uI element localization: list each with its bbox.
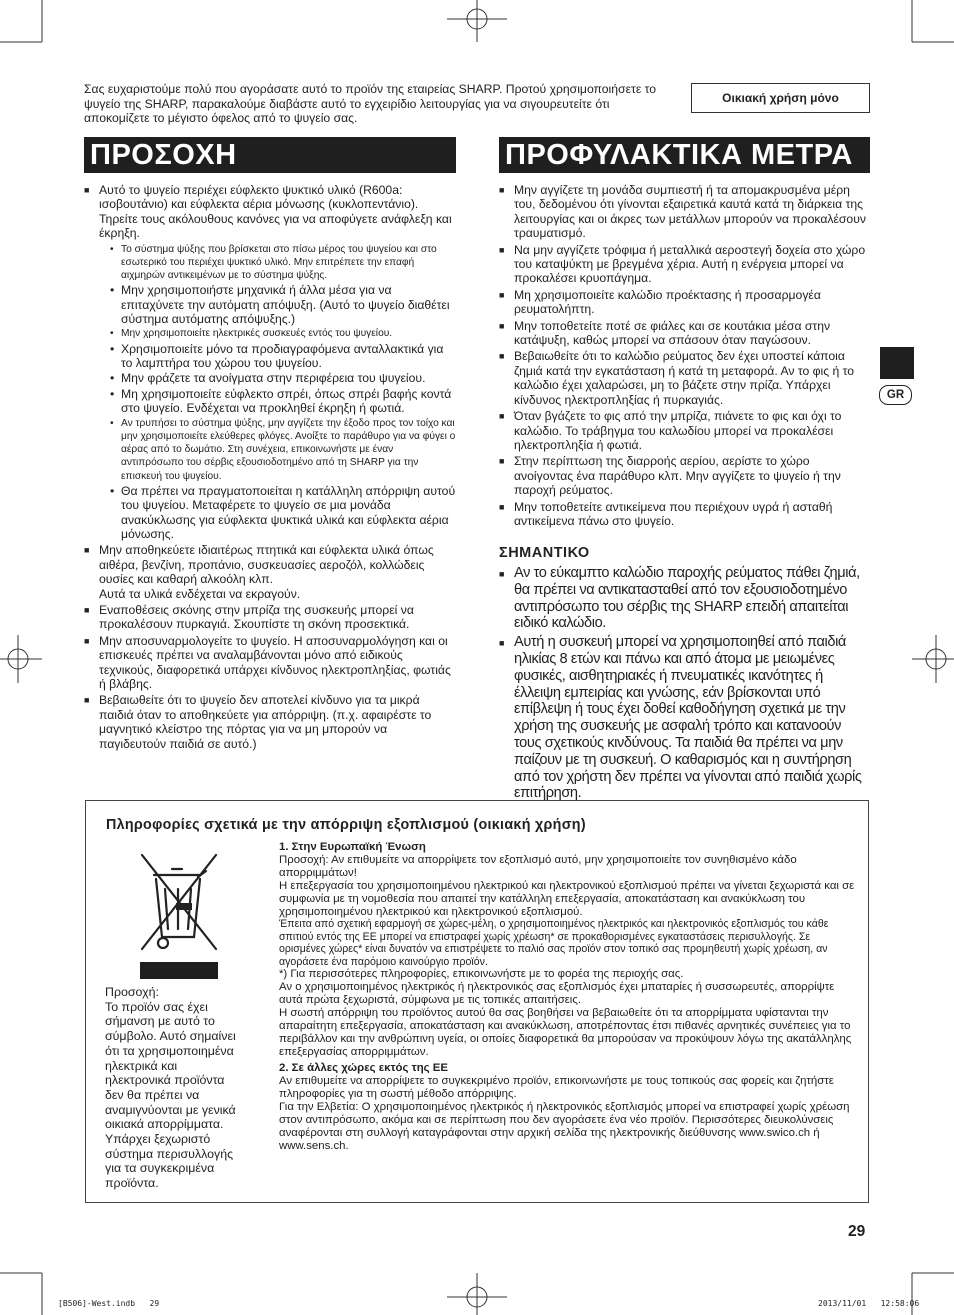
eu-paragraph: Προσοχή: Αν επιθυμείτε να απορρίψετε τον εξοπλισμό αυτό, μην χρησιμοποιείτε τον συνηθισμένο κάδο απορριμμάτων! (279, 853, 797, 879)
important-item: ■ Αν το εύκαμπτο καλώδιο παροχής ρεύματος πάθει ζημιά, θα πρέπει να αντικατασταθεί από τον εξουσιοδοτημένο αντιπρόσωπο του σέρβις της SHARP επειδή απαιτείται ειδικό καλώδιο. (499, 565, 871, 632)
precaution-item: ■ Όταν βγάζετε το φις από την μπρίζα, πιάνετε το φις και όχι το καλώδιο. Το τράβηγμα του καλωδίου μπορεί να προκαλέσει ηλεκτροπληξία ή φωτιά. (499, 409, 870, 452)
caution-subitem: • Αν τρυπήσει το σύστημα ψύξης, μην αγγίζετε την έξοδο προς τον τοίχο και μην χρησιμοποιείτε ελεύθερες φλόγες. Ανοίξτε το παράθυρο για να φύγει ο αέρας από το δωμάτιο. Στη συνέχεια, επικοινωνήστε με έναν αντιπρόσωπο του σέρβις εξουσιοδοτημένο από τη SHARP για την επισκευή του ψυγείου. (109, 417, 456, 483)
caution-subitem: • Θα πρέπει να πραγματοποιείται η κατάλληλη απόρριψη αυτού του ψυγείου. Μεταφέρετε το ψυγείο σε μια μονάδα ανακύκλωσης για εύφλεκτα ψυκτικά υλικά και εύφλεκτα αέρια μόνωσης. (109, 484, 456, 542)
caution-subitem: • Μη χρησιμοποιείτε εύφλεκτο σπρέι, όπως σπρέι βαφής κοντά στο ψυγείο. Ενδέχεται να προκληθεί έκρηξη ή φωτιά. (109, 387, 456, 416)
precaution-item: ■ Μην τοποθετείτε ποτέ σε φιάλες και σε κουτάκια μέσα στην κατάψυξη, καθώς μπορεί να σπάσουν όταν παγώσουν. (499, 319, 870, 348)
footer-timestamp: 2013/11/01 12:58:06 (818, 1299, 920, 1308)
language-label: GR (879, 385, 912, 405)
precaution-item: ■ Μην αγγίζετε τη μονάδα συμπιεστή ή τα απομακρυσμένα μέρη του, δεδομένου ότι γίνονται εξαιρετικά καυτά κατά τη διάρκεια της λειτουργίας και οι άκρες των μετάλλων μπορούν να προκαλέσουν τραυματισμό. (499, 183, 870, 241)
disposal-note: Προσοχή: Το προϊόν σας έχει σήμανση με αυτό το σύμβολο. Αυτό σημαίνει ότι τα χρησιμοποιημένα ηλεκτρικά και ηλεκτρονικά προϊόντα δεν θα πρέπει να αναμιγνύονται με γενικά οικιακά απορρίμματα. Υπάρχει ξεχωριστό σύστημα περισυλλογής για τα συγκεκριμένα προϊόντα. (105, 985, 236, 1191)
caution-subitem: • Μην χρησιμοποιήστε μηχανικά ή άλλα μέσα για να επιταχύνετε την αυτόματη απόψυξη. (Αυτό το ψυγείο διαθέτει σύστημα αυτόματης απόψυξης.) (109, 283, 456, 326)
precaution-item: ■ Μην τοποθετείτε αντικείμενα που περιέχουν υγρά ή ασταθή αντικείμενα πάνω στο ψυγείο. (499, 500, 870, 529)
eu-paragraph: Έπειτα από σχετική εφαρμογή σε χώρες-μέλη, ο χρησιμοποιημένος ηλεκτρικός και ηλεκτρονικός εξοπλισμός του κάθε σπιτιού εντός της ΕΕ μπορεί να επιστραφεί χωρίς χρέωση* σε προκαθορισμένες εγκαταστάσεις περισυλλογής. Σε ορισμένες χώρες* είναι δυνατόν να επιστρέψετε το παλιό σας προϊόν στον τοπικό σας προμηθευτή χωρίς χρέωση, αν αγοράσετε ένα παρόμοιο καινούργιο προϊόν. (279, 918, 829, 968)
household-use-badge: Οικιακή χρήση μόνο (691, 83, 870, 113)
disposal-info-box (85, 800, 869, 1203)
caution-item: ■ Εναποθέσεις σκόνης στην μπρίζα της συσκευής μπορεί να προκαλέσουν πυρκαγιά. Σκουπίστε τη σκόνη προσεκτικά. (84, 603, 456, 632)
footer-file-info: [B506]-West.indb 29 (58, 1299, 160, 1308)
language-tab-marker (880, 347, 914, 379)
caution-item: ■ Μην αποθηκεύετε ιδιαιτέρως πτητικά και εύφλεκτα υλικά όπως αιθέρα, βενζίνη, προπάνιο, συσκευασίες αεροζόλ, κολλώδεις ουσίες και καθαρή αλκοόλη κλπ. Αυτά τα υλικά ενδέχεται να εκραγούν. (84, 543, 456, 601)
important-heading: ΣΗΜΑΝΤΙΚΟ (499, 545, 590, 561)
important-item: ■ Αυτή η συσκευή μπορεί να χρησιμοποιηθεί από παιδιά ηλικίας 8 ετών και πάνω και από άτομα με μειωμένες φυσικές, αισθητηριακές ή πνευματικές ικανότητες ή έλλειψη εμπειρίας και γνώσης, εάν βρίσκονται υπό επίβλεψη ή τους έχει δοθεί καθοδήγηση σχετικά με την χρήση της συσκευής με ασφαλή τρόπο και κατανοούν τους σχετικούς κινδύνους. Τα παιδιά θα πρέπει να μην παίζουν με τη συσκευή. Ο καθαρισμός και η συντήρηση από τον χρήστη δεν πρέπει να γίνονται από παιδιά χωρίς επιτήρηση. (499, 634, 871, 802)
eu-paragraph: Αν ο χρησιμοποιημένος ηλεκτρικός ή ηλεκτρονικός σας εξοπλισμός έχει μπαταρίες ή συσσωρευτές, απορρίψτε αυτά πρώτα ξεχωριστά, σύμφωνα με τις τοπικές απαιτήσεις. (279, 980, 835, 1006)
caution-title: ΠΡΟΣΟΧΗ (84, 137, 456, 173)
caution-subitem: • Μην φράζετε τα ανοίγματα στην περιφέρεια του ψυγείου. (109, 371, 456, 385)
disposal-title: Πληροφορίες σχετικά με την απόρριψη εξοπλισμού (οικιακή χρήση) (106, 817, 586, 833)
precaution-item: ■ Να μην αγγίζετε τρόφιμα ή μεταλλικά αεροστεγή δοχεία στο χώρο του καταψύκτη με βρεγμένα χέρια. Αυτή η ενέργεια μπορεί να προκαλέσει κρυοπάγημα. (499, 243, 870, 286)
intro-text: Σας ευχαριστούμε πολύ που αγοράσατε αυτό το προϊόν της εταιρείας SHARP. Προτού χρησιμοποιήσετε το ψυγείο της SHARP, παρακαλούμε διαβάστε αυτό το εγχειρίδιο λειτουργίας για να σιγουρευτείτε ότι αποκομίζετε το μέγιστο όφελος από το ψυγείο σας. (84, 82, 657, 125)
other-countries-heading: 2. Σε άλλες χώρες εκτός της ΕΕ (279, 1062, 448, 1075)
disposal-details (279, 841, 857, 1153)
caution-subitem: • Το σύστημα ψύξης που βρίσκεται στο πίσω μέρος του ψυγείου και στο εσωτερικό του περιέχει ψυκτικό υλικό. Μην επιτρέπετε την επαφή αιχμηρών αντικειμένων με το σύστημα ψύξης. (109, 243, 456, 283)
page-number: 29 (848, 1223, 866, 1240)
precautions-column (499, 183, 870, 530)
caution-column (84, 183, 456, 753)
crossed-out-wheelie-bin-icon (136, 849, 222, 979)
precaution-item: ■ Βεβαιωθείτε ότι το καλώδιο ρεύματος δεν έχει υποστεί κάποια ζημιά κατά την εγκατάσταση ή κατά τη μεταφορά. Αν το φις ή το καλώδιο έχει χαλαρώσει, μη το βάζετε στην πρίζα. Υπάρχει κίνδυνος ηλεκτροπληξίας ή πυρκαγιάς. (499, 349, 870, 407)
caution-item: ■ Αυτό το ψυγείο περιέχει εύφλεκτο ψυκτικό υλικό (R600a: ισοβουτάνιο) και εύφλεκτα αέρια μόνωσης (κυκλοπεντάνιο). Τηρείτε τους ακόλουθους κανόνες για να αποφύγετε ανάφλεξη και έκρηξη. • Το σύστημα ψύξης που βρίσκεται στο πίσω μέρος του ψυγείου και στο εσωτερικό του περιέχει ψυκτικό υλικό. Μην επιτρέπετε την επαφή αιχμηρών αντικειμένων με το σύστημα ψύξης. • Μην χρησιμοποιήστε μηχανικά ή άλλα μέσα για να επιταχύνετε την αυτόματη απόψυξη. (Αυτό το ψυγείο διαθέτει σύστημα αυτόματης απόψυξης.) • Μην χρησιμοποιείτε ηλεκτρικές συσκευές εντός του ψυγείου. • Χρησιμοποιείτε μόνο τα προδιαγραφόμενα ανταλλακτικά για το λαμπτήρα του χώρου του ψυγείου. • Μην φράζετε τα ανοίγματα στην περιφέρεια του ψυγείου. • Μη χρησιμοποιείτε εύφλεκτο σπρέι, όπως σπρέι βαφής κοντά στο ψυγείο. Ενδέχεται να προκληθεί έκρηξη ή φωτιά. • Αν τρυπήσει το σύστημα ψύξης, μην αγγίζετε την έξοδο προς τον τοίχο και μην χρησιμοποιείτε ελεύθερες φλόγες. Ανοίξτε το παράθυρο για να φύγει ο αέρας από το δωμάτιο. Στη συνέχεια, επικοινωνήστε με έναν αντιπρόσωπο του σέρβις εξουσιοδοτημένο από τη SHARP για την επισκευή του ψυγείου. • Θα πρέπει να πραγματοποιείται η κατάλληλη απόρριψη αυτού του ψυγείου. Μεταφέρετε το ψυγείο σε μια μονάδα ανακύκλωσης για εύφλεκτα ψυκτικά υλικά και εύφλεκτα αέρια μόνωσης. (84, 183, 456, 541)
caution-subitem: • Μην χρησιμοποιείτε ηλεκτρικές συσκευές εντός του ψυγείου. (109, 327, 456, 340)
important-section (499, 565, 871, 804)
other-paragraph: Αν επιθυμείτε να απορρίψετε το συγκεκριμένο προϊόν, επικοινωνήστε με τους τοπικούς σας φορείς και ζητήστε πληροφορίες για τη σωστή μέθοδο απόρριψης. (279, 1075, 834, 1101)
caution-subitem: • Χρησιμοποιείτε μόνο τα προδιαγραφόμενα ανταλλακτικά για το λαμπτήρα του χώρου του ψυγείου. (109, 342, 456, 371)
eu-heading: 1. Στην Ευρωπαϊκή Ένωση (279, 841, 426, 853)
eu-paragraph: Η επεξεργασία του χρησιμοποιημένου ηλεκτρικού και ηλεκτρονικού εξοπλισμού πρέπει να γίνεται ξεχωριστά και σε συμφωνία με τη νομοθεσία που απαιτεί την κατάλληλη επεξεργασία, αποκατάσταση και ανακύκλωση του χρησιμοποιημένου ηλεκτρικού και ηλεκτρονικού εξοπλισμού. (279, 879, 855, 918)
caution-item: ■ Μην αποσυναρμολογείτε το ψυγείο. Η αποσυναρμολόγηση και οι επισκευές πρέπει να αναλαμβάνονται μόνο από ειδικούς τεχνικούς, διαφορετικά υπάρχει κίνδυνος ηλεκτροπληξίας, φωτιάς ή βλάβης. (84, 634, 456, 692)
precaution-item: ■ Μη χρησιμοποιείτε καλώδιο προέκτασης ή προσαρμογέα ρευματολήπτη. (499, 288, 870, 317)
precaution-item: ■ Στην περίπτωση της διαρροής αερίου, αερίστε το χώρο ανοίγοντας ένα παράθυρο κλπ. Μην αγγίζετε το ψυγείο ή την παροχή ρεύματος. (499, 454, 870, 497)
eu-paragraph: Η σωστή απόρριψη του προϊόντος αυτού θα σας βοηθήσει να βεβαιωθείτε ότι τα απορρίμματα υφίστανται την απαραίτητη επεξεργασία, αποκατάσταση και ανακύκλωση, αποτρέποντας έτσι πιθανές αρνητικές συνέπειες για το περιβάλλον και την ανθρώπινη υγεία, οι οποίες διαφορετικά θα μπορούσαν να προκύψουν λόγω της ακατάλληλης επεξεργασίας απορριμμάτων. (279, 1006, 852, 1058)
eu-paragraph: *) Για περισσότερες πληροφορίες, επικοινωνήστε με το φορέα της περιοχής σας. (279, 968, 684, 981)
other-paragraph: Για την Ελβετία: Ο χρησιμοποιημένος ηλεκτρικός ή ηλεκτρονικός εξοπλισμός μπορεί να επιστραφεί χωρίς χρέωση στον αντιπρόσωπο, ακόμα και σε περίπτωση που δεν αγοράσετε ένα νέο προϊόν. Περισσότερες διευκολύνσεις αναφέρονται στη συλλογή καταγράφονται στην αρχική σελίδα της ηλεκτρονικής διεύθυνσης www.swico.ch ή www.sens.ch. (279, 1101, 850, 1152)
precautions-title: ΠΡΟΦΥΛΑΚΤΙΚΑ ΜΕΤΡΑ (499, 137, 870, 173)
caution-item: ■ Βεβαιωθείτε ότι το ψυγείο δεν αποτελεί κίνδυνο για τα μικρά παιδιά όταν το αποθηκεύετε για απόρριψη. (π.χ. αφαιρέστε το μαγνητικό κλείστρο της πόρτας για να μη μπορούν να παγιδευτούν παιδιά σε αυτό.) (84, 693, 456, 751)
